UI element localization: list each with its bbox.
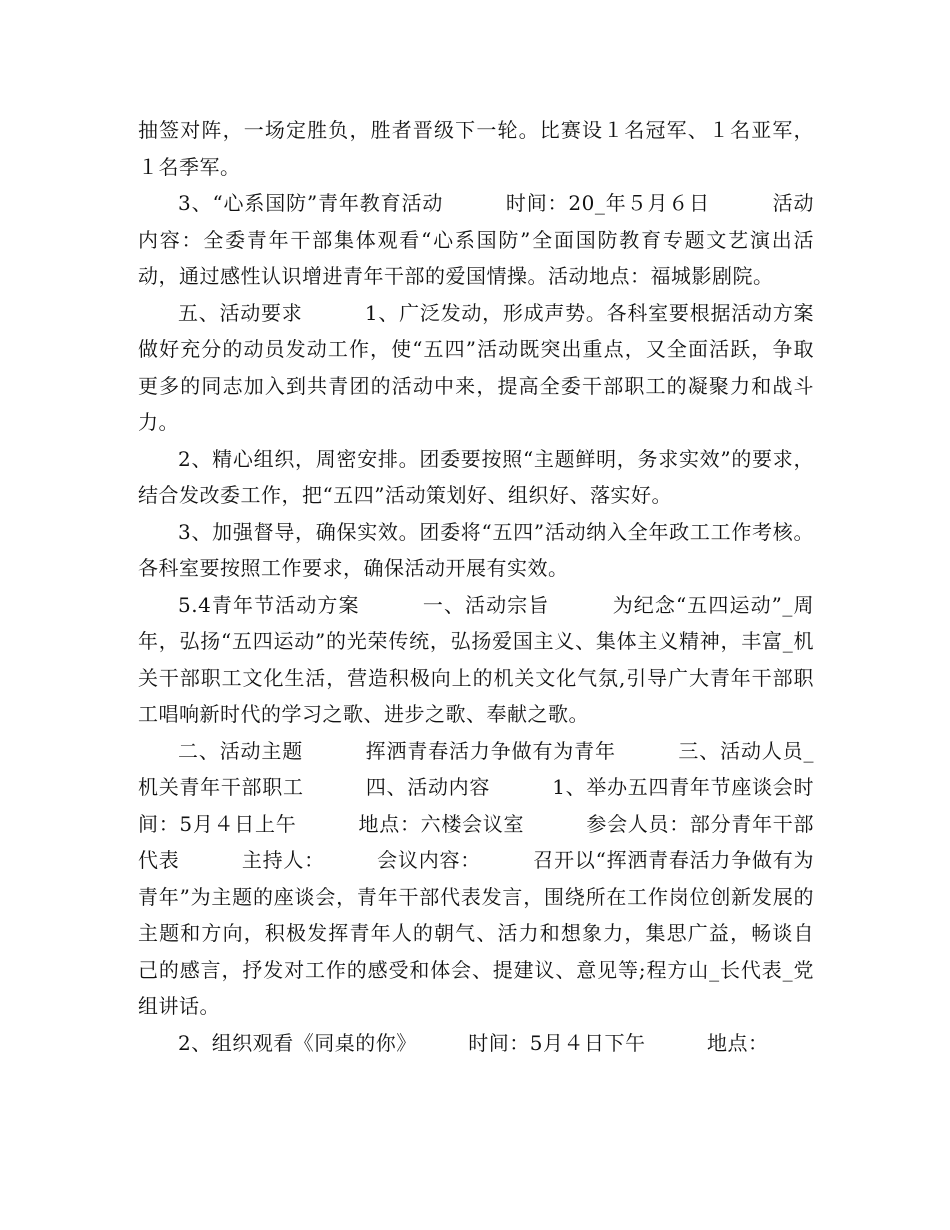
paragraph-2: 3、“心系国防”青年教育活动 时间：20_年５月６日 活动内容：全委青年干部集体观看“心系国防”全面国防教育专题文艺演出活动，通过感性认识增进青年干部的爱国情操。活动地点：福城影剧院。 <box>138 191 814 288</box>
paragraph-3: 五、活动要求 1、广泛发动，形成声势。各科室要根据活动方案做好充分的动员发动工作，使“五四”活动既突出重点，又全面活跃，争取更多的同志加入到共青团的活动中来，提高全委干部职工的凝聚力和战斗力。 <box>138 300 814 434</box>
paragraph-1: 抽签对阵，一场定胜负，胜者晋级下一轮。比赛设１名冠军、１名亚军，１名季军。 <box>138 118 814 179</box>
paragraph-8: 2、组织观看《同桌的你》 时间：5月４日下午 地点： <box>178 1030 769 1055</box>
paragraph-6: 5.4青年节活动方案 一、活动宗旨 为纪念“五四运动”_周年，弘扬“五四运动”的光荣传统，弘扬爱国主义、集体主义精神，丰富_机关干部职工文化生活，营造积极向上的机关文化气氛,引导广大青年干部职工唱响新时代的学习之歌、进步之歌、奉献之歌。 <box>138 592 814 726</box>
paragraph-7: 二、活动主题 挥洒青春活力争做有为青年 三、活动人员_机关青年干部职工 四、活动内容 1、举办五四青年节座谈会时间：5月４日上午 地点：六楼会议室 参会人员：部分青年干部代表 主持人： 会议内容： 召开以“挥洒青春活力争做有为青年”为主题的座谈会，青年干部代表发言，围绕所在工作岗位创新发展的主题和方向，积极发挥青年人的朝气、活力和想象力，集思广益，畅谈自己的感言，抒发对工作的感受和体会、提建议、意见等;程方山_长代表_党组讲话。 <box>138 738 814 1018</box>
paragraph-5: 3、加强督导，确保实效。团委将“五四”活动纳入全年政工工作考核。各科室要按照工作要求，确保活动开展有实效。 <box>138 519 814 580</box>
paragraph-4: 2、精心组织，周密安排。团委要按照“主题鲜明，务求实效”的要求，结合发改委工作，把“五四”活动策划好、组织好、落实好。 <box>138 446 814 507</box>
